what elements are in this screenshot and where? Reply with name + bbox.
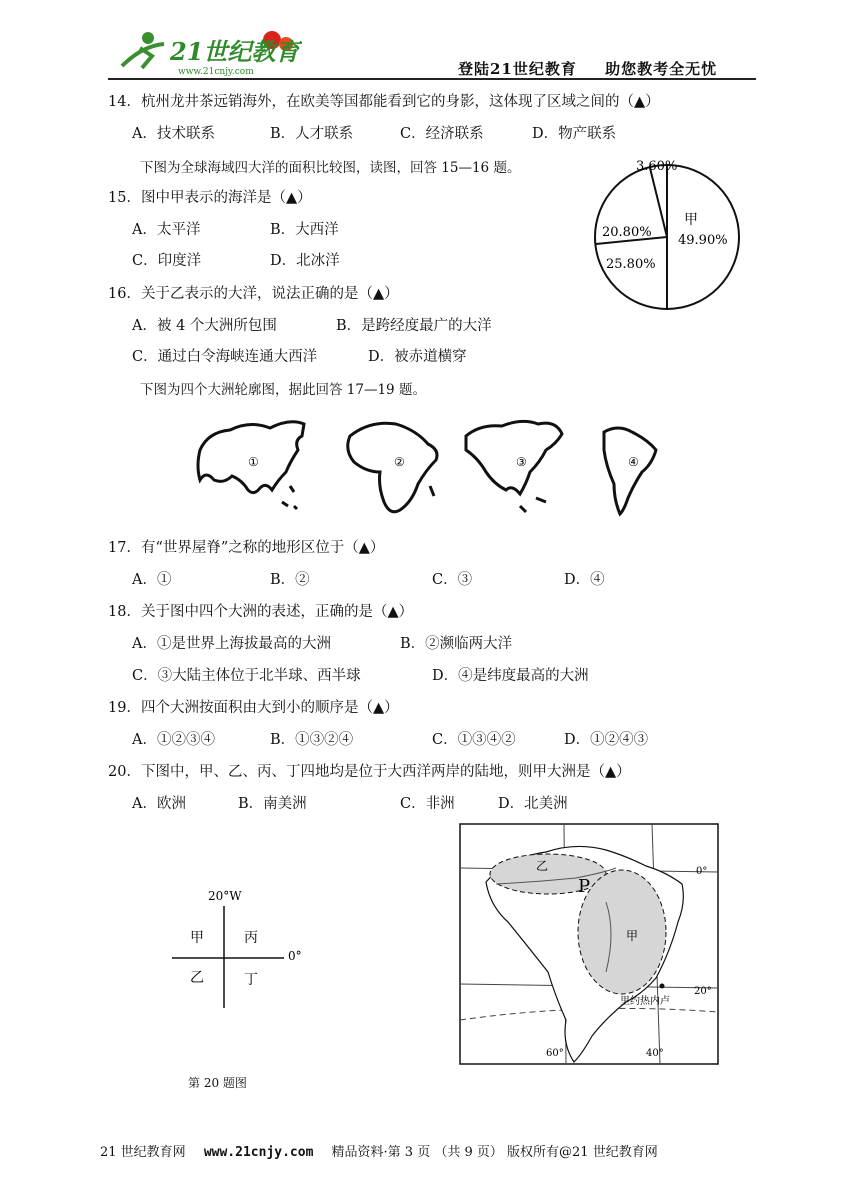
- map-lon-60: 60°: [546, 1048, 564, 1059]
- q20-stem: 20．下图中，甲、乙、丙、丁四地均是位于大西洋两岸的陆地，则甲大洲是（▲）: [108, 764, 631, 780]
- q16-option-c[interactable]: C．通过白令海峡连通大西洋: [132, 349, 318, 365]
- q15-stem: 15．图中甲表示的海洋是（▲）: [108, 190, 312, 206]
- q19-option-d[interactable]: D．①②④③: [564, 732, 649, 748]
- continent-label-4: ④: [628, 455, 639, 469]
- intro-17-19: 下图为四个大洲轮廓图，据此回答 17—19 题。: [140, 382, 426, 398]
- q14-stem: 14．杭州龙井茶远销海外，在欧美等国都能看到它的身影，这体现了区域之间的（▲）: [108, 94, 660, 110]
- logo-sub: www.21cnjy.com: [178, 67, 254, 77]
- map-label-rio: 里约热内卢: [620, 996, 670, 1007]
- q20-option-c[interactable]: C．非洲: [400, 796, 455, 812]
- continent-north-america-outline: [466, 421, 562, 494]
- cross-quadrant-ding: 丁: [244, 972, 258, 988]
- q19-stem: 19．四个大洲按面积由大到小的顺序是（▲）: [108, 700, 399, 716]
- q20-option-a[interactable]: A．欧洲: [132, 796, 186, 812]
- q16-stem: 16．关于乙表示的大洋，说法正确的是（▲）: [108, 286, 399, 302]
- q15-option-a[interactable]: A．太平洋: [132, 222, 201, 238]
- map-lat-0: 0°: [696, 866, 708, 877]
- cross-lon-label: 20°W: [208, 889, 242, 903]
- q20-option-d[interactable]: D．北美洲: [498, 796, 568, 812]
- q14-option-d[interactable]: D．物产联系: [532, 126, 617, 142]
- q18-option-d[interactable]: D．④是纬度最高的大洲: [432, 668, 589, 684]
- q20-caption: 第 20 题图: [188, 1076, 247, 1090]
- map-lon-40: 40°: [646, 1048, 664, 1059]
- q17-option-a[interactable]: A．①: [132, 572, 172, 588]
- q15-option-d[interactable]: D．北冰洋: [270, 253, 340, 269]
- q18-option-b[interactable]: B．②濒临两大洋: [400, 636, 513, 652]
- pie-label-25-8: 25.80%: [606, 257, 656, 272]
- q17-option-b[interactable]: B．②: [270, 572, 310, 588]
- continent-asia-islands: [282, 486, 297, 509]
- cross-quadrant-bing: 丙: [244, 930, 258, 946]
- map-label-p: P: [578, 876, 591, 897]
- q19-option-a[interactable]: A．①②③④: [132, 732, 215, 748]
- footer-url-link[interactable]: www.21cnjy.com: [203, 1145, 314, 1160]
- q16-option-b[interactable]: B．是跨经度最广的大洋: [336, 318, 492, 334]
- q16-option-a[interactable]: A．被 4 个大洲所包围: [132, 318, 277, 334]
- continent-label-3: ③: [516, 455, 527, 469]
- map-label-jia: 甲: [626, 929, 639, 943]
- footer-right: 精品资料·第 3 页 （共 9 页） 版权所有@21 世纪教育网: [331, 1145, 658, 1160]
- q17-stem: 17．有“世界屋脊”之称的地形区位于（▲）: [108, 540, 385, 556]
- q20-option-b[interactable]: B．南美洲: [238, 796, 307, 812]
- continent-south-america-outline: [604, 428, 656, 514]
- continent-africa-outline: [348, 423, 437, 512]
- pie-label-49-9: 49.90%: [678, 233, 728, 248]
- continent-label-1: ①: [248, 455, 259, 469]
- header-divider: [108, 78, 756, 80]
- pie-label-3-6: 3.60%: [636, 159, 678, 174]
- continent-madagascar: [430, 486, 434, 496]
- q18-option-c[interactable]: C．③大陆主体位于北半球、西半球: [132, 668, 361, 684]
- map-lat-20: 20°: [694, 986, 712, 997]
- slogan-right: 助您教考全无忧: [605, 60, 718, 78]
- q15-option-b[interactable]: B．大西洋: [270, 222, 339, 238]
- page-footer: [100, 1141, 658, 1160]
- q14-option-c[interactable]: C．经济联系: [400, 126, 484, 142]
- q16-option-d[interactable]: D．被赤道横穿: [368, 349, 467, 365]
- q17-option-d[interactable]: D．④: [564, 572, 605, 588]
- continent-label-2: ②: [394, 455, 405, 469]
- slogan-left: 登陆21世纪教育: [458, 60, 577, 78]
- cross-quadrant-yi: 乙: [190, 970, 204, 986]
- map-region-jia: [578, 870, 666, 994]
- logo-text: 21世纪教育: [170, 37, 300, 66]
- pie-label-jia: 甲: [684, 212, 698, 228]
- map-rio-point: [660, 984, 665, 989]
- continent-north-america-islands: [520, 498, 546, 512]
- q18-option-a[interactable]: A．①是世界上海拔最高的大洲: [132, 636, 331, 652]
- q20-cross-diagram: [160, 880, 320, 1020]
- q14-option-b[interactable]: B．人才联系: [270, 126, 354, 142]
- map-label-yi: 乙: [536, 859, 549, 873]
- site-logo: [112, 26, 302, 78]
- q15-option-c[interactable]: C．印度洋: [132, 253, 202, 269]
- south-america-map: [456, 822, 726, 1070]
- header-slogan: [458, 58, 739, 79]
- q19-option-b[interactable]: B．①③②④: [270, 732, 354, 748]
- ocean-area-pie-chart: [592, 152, 742, 322]
- footer-left: 21 世纪教育网: [100, 1145, 186, 1160]
- q19-option-c[interactable]: C．①③④②: [432, 732, 516, 748]
- pie-label-20-8: 20.80%: [602, 225, 652, 240]
- q17-option-c[interactable]: C．③: [432, 572, 473, 588]
- q18-stem: 18．关于图中四个大洲的表述，正确的是（▲）: [108, 604, 414, 620]
- cross-quadrant-jia: 甲: [190, 930, 204, 946]
- intro-15-16: 下图为全球海域四大洋的面积比较图，读图，回答 15—16 题。: [140, 160, 521, 176]
- continent-outlines: [190, 410, 680, 520]
- q14-option-a[interactable]: A．技术联系: [132, 126, 215, 142]
- cross-lat-label: 0°: [288, 949, 302, 963]
